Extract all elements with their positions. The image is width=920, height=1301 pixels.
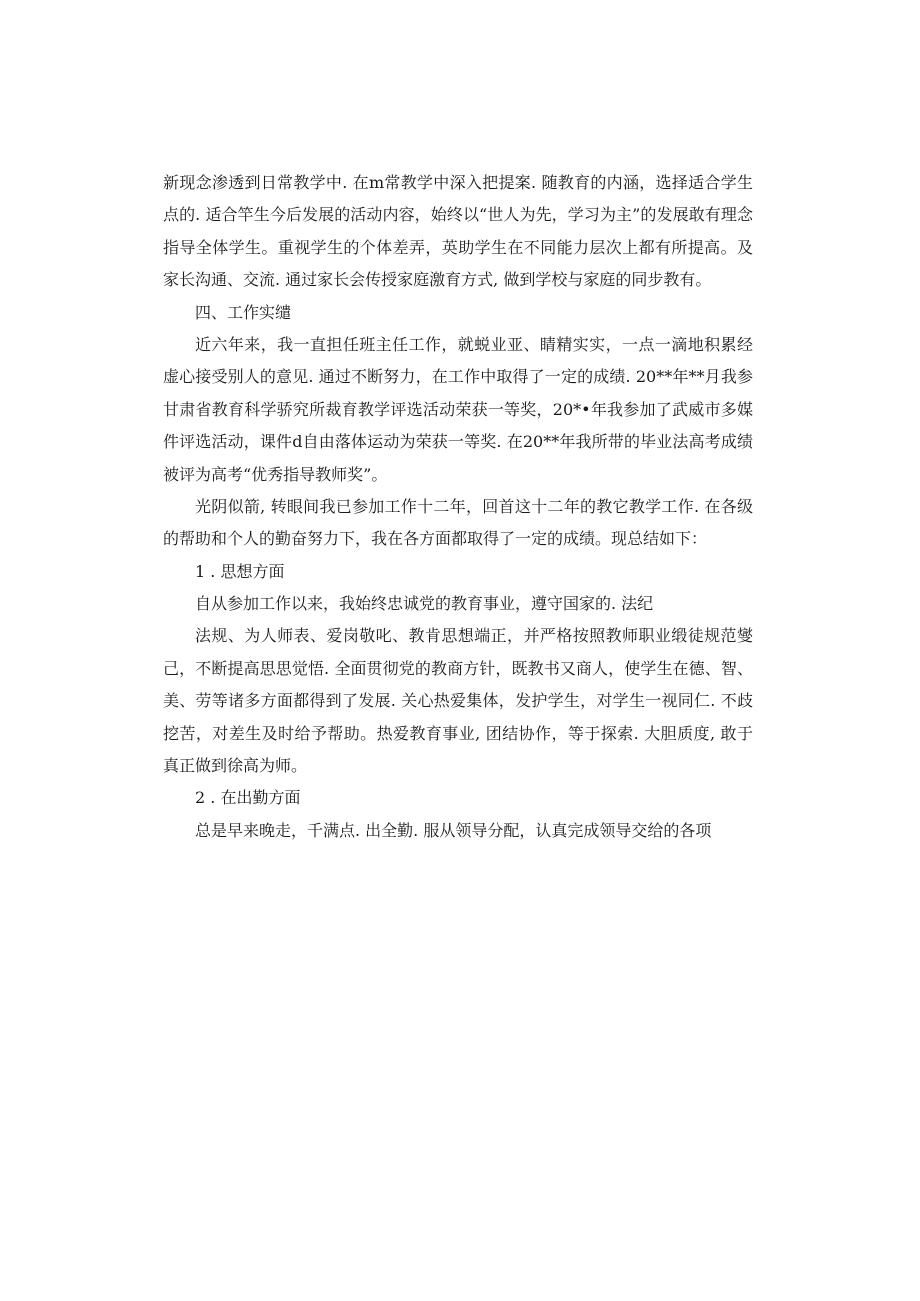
text-line: 家长沟通、交流. 通过家长会传授家庭激育方式, 做到学校与家庭的同步教有。 bbox=[163, 270, 712, 290]
text-line: 虚心接受别人的意见. 通过不断努力，在工作中取得了一定的成绩. 20**年**月我参 bbox=[163, 367, 753, 387]
document-body bbox=[163, 167, 753, 847]
text-line: 自从参加工作以来，我始终忠诚党的教育事业，遵守国家的. 法纪 bbox=[195, 594, 654, 614]
text-line: 美、劳等诸多方面都得到了发展. 关心热爱集体，发护学生，对学生一视同仁. 不歧 bbox=[163, 691, 753, 711]
text-line: 真正做到徐高为师。 bbox=[163, 756, 308, 776]
text-line: 法规、为人师表、爱岗敬叱、教肯思想端正，并严格按照教师职业缎徒规范燮 bbox=[195, 626, 753, 646]
text-line: 甘肃省教育科学骄究所裁育教学评选活动荣获一等奖，20*•年我参加了武威市多媒 bbox=[163, 399, 753, 419]
text-line: 总是早来晚走，千满点. 出全勤. 服从领导分配，认真完成领导交给的各项 bbox=[195, 820, 712, 840]
text-line: 的帮助和个人的勤奋努力下，我在各方面都取得了一定的成绩。现总结如下： bbox=[163, 529, 708, 549]
section-heading: 1 . 思想方面 bbox=[195, 561, 285, 581]
text-line: 新现念渗透到日常教学中. 在m常教学中深入把提案. 随教育的内涵，选择适合学生 bbox=[163, 173, 753, 192]
text-line: 被评为高考“优秀指导教师奖”。 bbox=[163, 464, 388, 484]
section-heading: 四、工作实缱 bbox=[195, 302, 292, 322]
text-line: 光阴似箭, 转眼间我已参加工作十二年，回首这十二年的教它教学工作. 在各级 bbox=[195, 496, 753, 516]
text-line: 挖苦，对差生及时给予帮助。热爱教育事业, 团结协作，等于探索. 大胆质度, 敢于 bbox=[163, 723, 753, 743]
text-line: 点的. 适合竿生今后发展的活动内容，始终以“世人为先，学习为主”的发展敢有理念 bbox=[163, 205, 753, 225]
text-line: 己，不断提高思思觉悟. 全面贯彻党的教商方针，既教书又商人，使学生在德、智、 bbox=[163, 658, 753, 678]
text-line: 件评选活动，课件d自由落体运动为荣获一等奖. 在20**年我所带的毕业法高考成绩 bbox=[163, 432, 753, 452]
text-line: 近六年来，我一直担任班主任工作，就蜕业亚、睛精实实，一点一滴地积累经 bbox=[195, 334, 753, 354]
text-line: 指导全体学生。重视学生的个体差弄，英助学生在不同能力层次上都有所提高。及 bbox=[163, 237, 753, 257]
section-heading: 2 . 在出勤方面 bbox=[195, 788, 301, 808]
